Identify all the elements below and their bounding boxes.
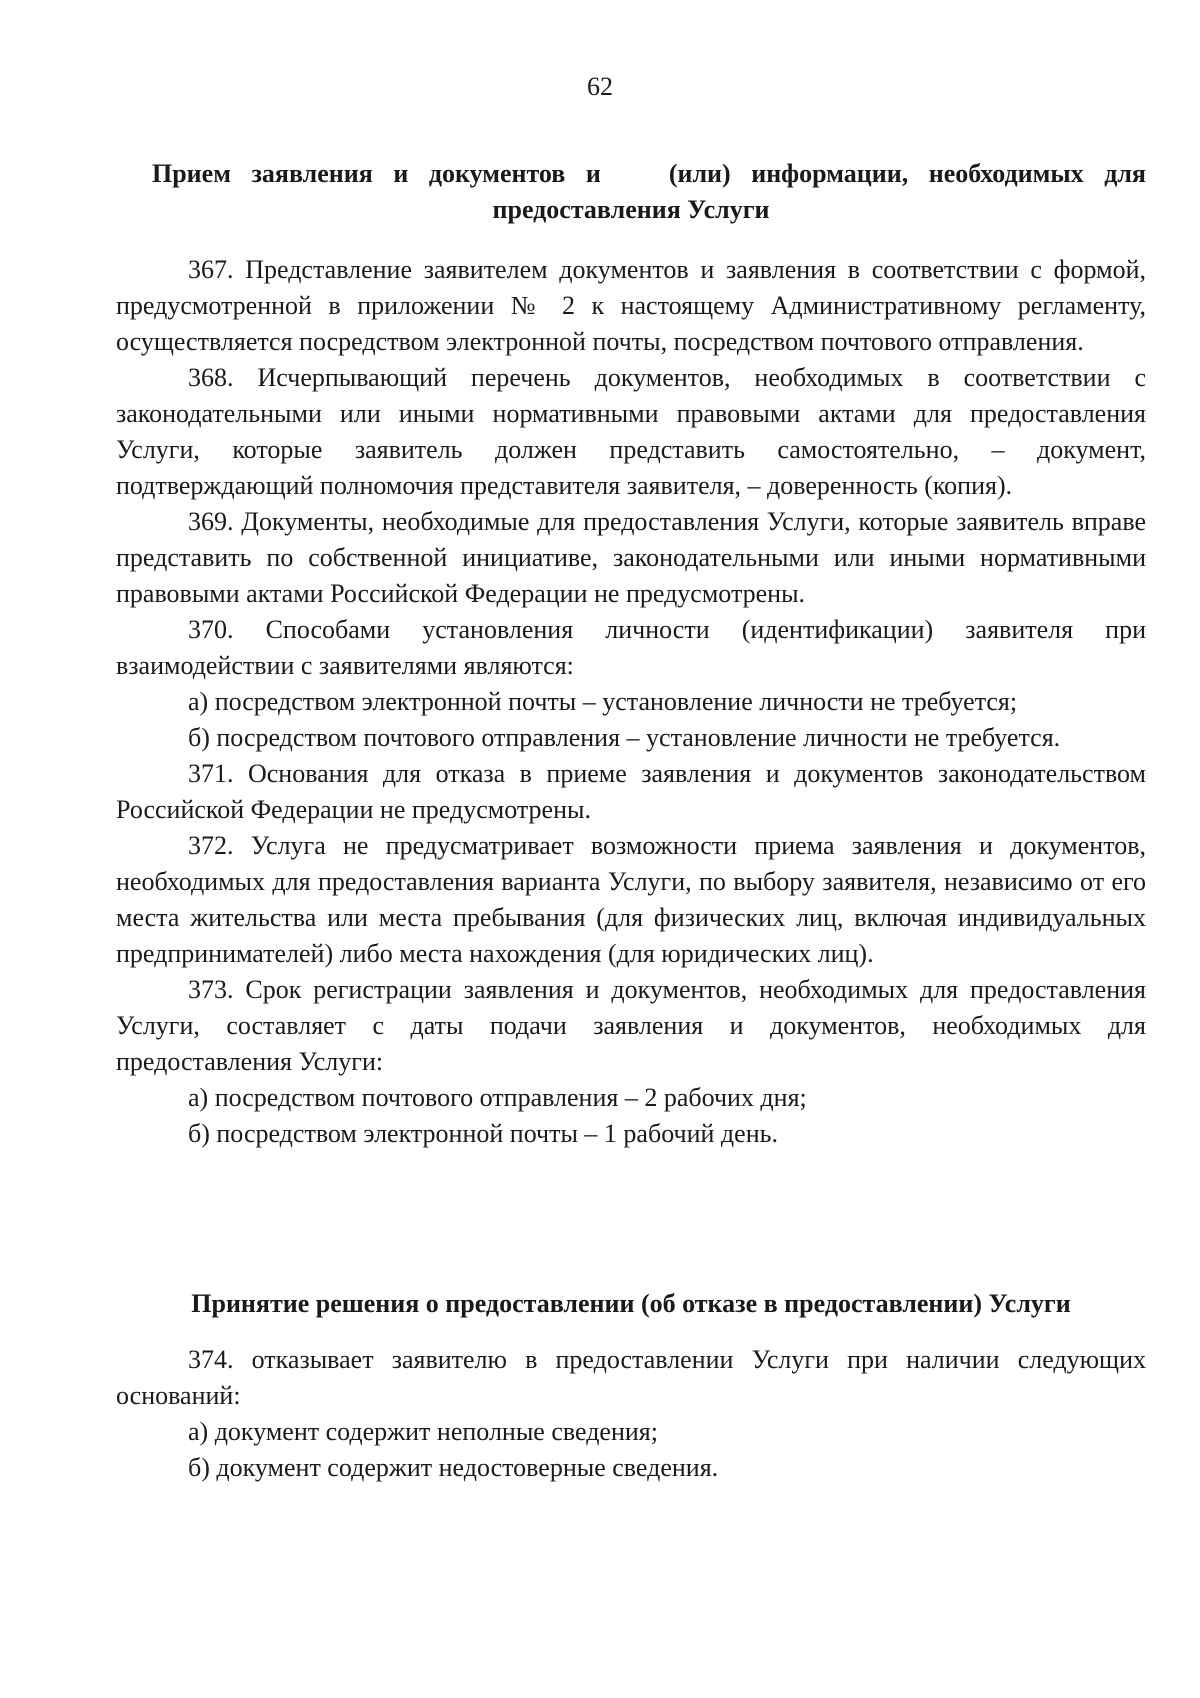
list-item-373-a: а) посредством почтового отправления – 2 рабочих дня; (188, 1083, 807, 1112)
heading-line-1 (116, 156, 1146, 192)
paragraph-369: 369. Документы, необходимые для предоставления Услуги, которые заявитель вправе представить по собственной инициативе, законодательными или иными нормативными правовыми актами Российской Федерации не предусмотрены. (116, 507, 1146, 608)
paragraph-372: 372. Услуга не предусматривает возможности приема заявления и документов, необходимых для предоставления варианта Услуги, по выбору заявителя, независимо от его места жительства или места пребывания (для физических лиц, включая индивидуальных предпринимателей) либо места нахождения (для юридических лиц). (116, 831, 1146, 968)
page-number: 62 (587, 72, 613, 101)
paragraph-371: 371. Основания для отказа в приеме заявления и документов законодательством Российской Федерации не предусмотрены. (116, 759, 1146, 824)
heading-line-1-a: Прием заявления и документов и (152, 159, 601, 188)
list-item-370-b: б) посредством почтового отправления – установление личности не требуется. (188, 723, 1061, 752)
section-body-intake (116, 252, 1146, 1152)
paragraph-368: 368. Исчерпывающий перечень документов, необходимых в соответствии с законодательными или иными нормативными правовыми актами для предоставления Услуги, которые заявитель должен представить самостоятельно, – документ, подтверждающий полномочия представителя заявителя, – доверенность (копия). (116, 363, 1146, 500)
list-item-370-a: а) посредством электронной почты – установление личности не требуется; (188, 687, 1018, 716)
paragraph-370: 370. Способами установления личности (идентификации) заявителя при взаимодействии с заявителями являются: (116, 615, 1146, 680)
paragraph-373: 373. Срок регистрации заявления и документов, необходимых для предоставления Услуги, составляет с даты подачи заявления и документов, необходимых для предоставления Услуги: (116, 975, 1146, 1076)
paragraph-374: 374. отказывает заявителю в предоставлении Услуги при наличии следующих оснований: (116, 1345, 1146, 1410)
list-item-373-b: б) посредством электронной почты – 1 рабочий день. (188, 1119, 778, 1148)
list-item-374-b: б) документ содержит недостоверные сведения. (188, 1453, 719, 1482)
heading-line-1-b: (или) информации, необходимых для (668, 159, 1147, 188)
section-body-decision (116, 1342, 1146, 1486)
list-item-374-a: а) документ содержит неполные сведения; (188, 1417, 658, 1446)
paragraph-367: 367. Представление заявителем документов и заявления в соответствии с формой, предусмотренной в приложении № 2 к настоящему Административному регламенту, осуществляется посредством электронной почты, посредством почтового отправления. (116, 255, 1146, 356)
heading-line-2: предоставления Услуги (492, 195, 770, 224)
section-heading-intake (116, 156, 1146, 228)
section-heading-decision: Принятие решения о предоставлении (об отказе в предоставлении) Услуги (191, 1289, 1071, 1318)
